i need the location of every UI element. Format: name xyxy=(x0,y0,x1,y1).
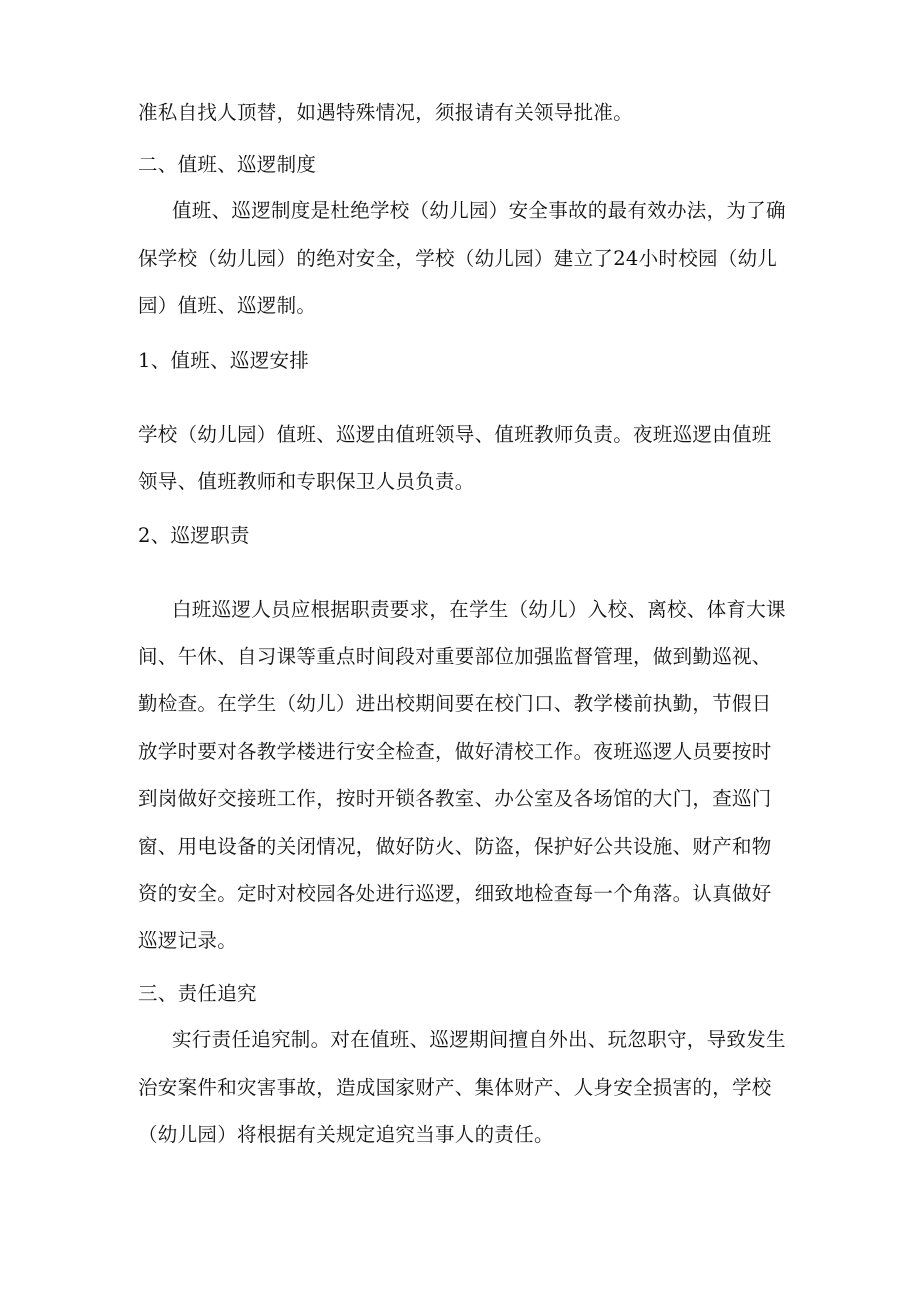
paragraph-line: 勤检查。在学生（幼儿）进出校期间要在校门口、教学楼前执勤，节假日 xyxy=(138,692,772,715)
section-heading: 二、值班、巡逻制度 xyxy=(138,153,317,176)
text-line: 准私自找人顶替，如遇特殊情况，须报请有关领导批准。 xyxy=(138,101,634,124)
paragraph-line: （幼儿园）将根据有关规定追究当事人的责任。 xyxy=(138,1123,554,1146)
paragraph-line: 到岗做好交接班工作，按时开锁各教室、办公室及各场馆的大门，查巡门 xyxy=(138,787,772,810)
paragraph-line: 放学时要对各教学楼进行安全检查，做好清校工作。夜班巡逻人员要按时 xyxy=(138,740,772,763)
subsection-heading: 2、巡逻职责 xyxy=(138,524,250,547)
paragraph-line: 园）值班、巡逻制。 xyxy=(138,294,317,317)
paragraph-line: 窗、用电设备的关闭情况，做好防火、防盗，保护好公共设施、财产和物 xyxy=(138,835,772,858)
paragraph-line: 值班、巡逻制度是杜绝学校（幼儿园）安全事故的最有效办法，为了确 xyxy=(172,199,786,222)
section-heading: 三、责任追究 xyxy=(138,982,257,1005)
paragraph-line: 保学校（幼儿园）的绝对安全，学校（幼儿园）建立了24小时校园（幼儿 xyxy=(138,247,778,270)
paragraph-line: 治安案件和灾害事故，造成国家财产、集体财产、人身安全损害的，学校 xyxy=(138,1076,772,1099)
paragraph-line: 资的安全。定时对校园各处进行巡逻，细致地检查每一个角落。认真做好 xyxy=(138,882,772,905)
subsection-heading: 1、值班、巡逻安排 xyxy=(138,349,310,372)
paragraph-line: 学校（幼儿园）值班、巡逻由值班领导、值班教师负责。夜班巡逻由值班 xyxy=(138,423,772,446)
paragraph-line: 实行责任追究制。对在值班、巡逻期间擅自外出、玩忽职守，导致发生 xyxy=(172,1028,786,1051)
paragraph-line: 领导、值班教师和专职保卫人员负责。 xyxy=(138,470,475,493)
paragraph-line: 白班巡逻人员应根据职责要求，在学生（幼儿）入校、离校、体育大课 xyxy=(172,598,786,621)
paragraph-line: 巡逻记录。 xyxy=(138,929,238,952)
paragraph-line: 间、午休、自习课等重点时间段对重要部位加强监督管理，做到勤巡视、 xyxy=(138,645,772,668)
